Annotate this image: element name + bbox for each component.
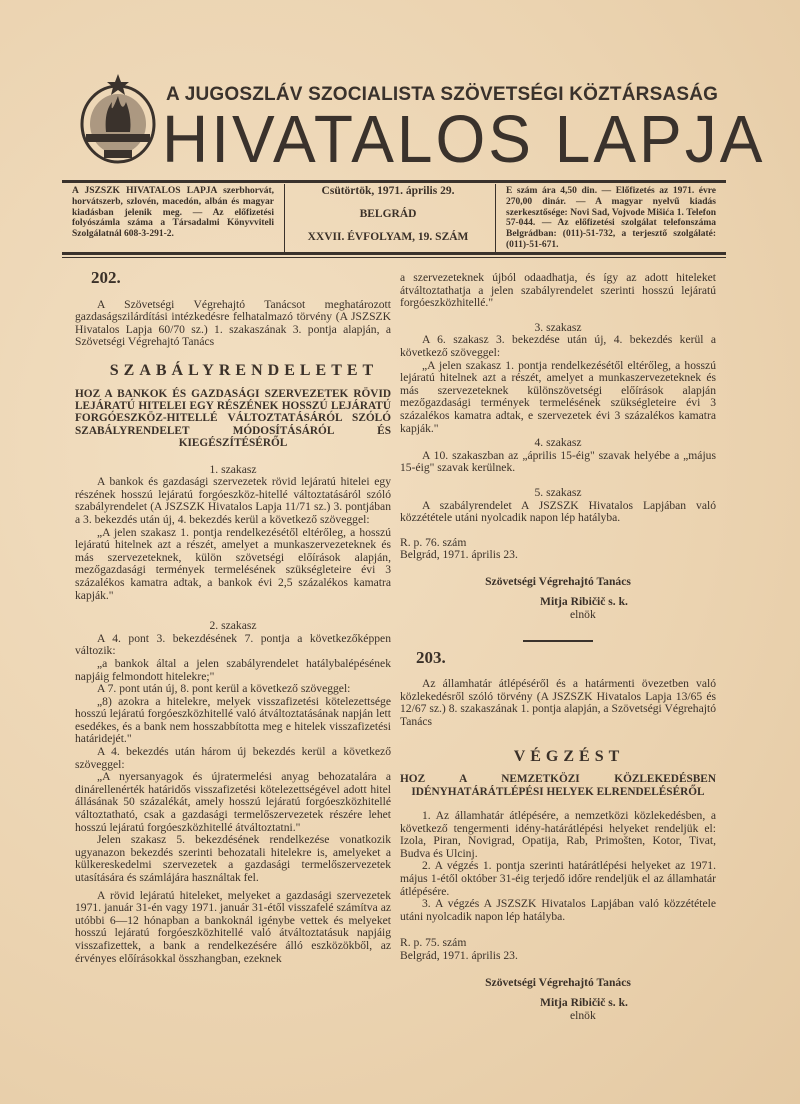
right-column <box>400 272 716 1022</box>
paragraph: „8) azokra a hitelekre, melyek visszafizetési kötelezettsége hosszú lejáratú forgóeszközhitellé való átváltoztatásának napján lett esedékes, és a bank nem hosszabbította meg e hitelek visszafizetési határidejét." <box>75 694 391 746</box>
left-column <box>75 268 391 965</box>
place-date: Belgrád, 1971. április 23. <box>400 548 518 562</box>
document-type: VÉGZÉST <box>513 747 625 765</box>
paragraph: A szabályrendelet A JSZSZK Hivatalos Lapjában való közzététele utáni nyolcadik napon lép hatályba. <box>400 498 716 525</box>
signing-body: Szövetségi Végrehajtó Tanács <box>485 975 631 989</box>
signer-name: Mitja Ribičič s. k. <box>540 996 628 1010</box>
signer-title: elnök <box>570 608 596 622</box>
paragraph: „A nyersanyagok és újratermelési anyag behozatalára a dinárellenérték határidős visszafizetési kötelezettségével adott hitel állásának 50 százalékát, amely hosszú lejáratú forgóeszközhitellé változtatható, csak a gazdasági termelőszervezetek részére lehet hosszú lejáratú forgóeszközhitellé átváltoztatni." <box>75 770 391 834</box>
signer-title: elnök <box>570 1008 596 1022</box>
subscription-info: E szám ára 4,50 din. — Előfizetés az 1971. évre 270,00 dinár. — A magyar nyelvű kiadás szerkesztősége: Novi Sad, Vojvode Mišića 1. Telefon 57-044. — Az előfizetési szolgálat telefonszáma Belgrádban: (011)-51-732, a terjesztő szolgálaté: (011)-51-671. <box>506 186 716 250</box>
paragraph: „A jelen szakasz 1. pontja rendelkezésétől eltérőleg, a hosszú lejáratú hitelnek azt a részét, amelyet a munkaszervezeteknek és más szervezeteknek különszövetségi előírások alapján mezőgazdasági termények termelésének szükségleteire évi 3 százalékos kamatra adtak, e szervezetek évi 3 százalékos kamatra kapják." <box>400 358 716 435</box>
paragraph: A rövid lejáratú hiteleket, melyeket a gazdasági szervezetek 1971. január 31-én vagy 1971. január 31-étől visszafelé számítva az utóbbi 6—12 hónapban a bankoknál igénybe vettek és melyeket hosszú lejáratú forgóeszközhitellé való átváltoztatásuk napjáig visszafizettek, a bank a rendelkezésére álló eszközökből, az érvényes előírásokkal összhangban, ezeknek <box>75 888 391 965</box>
paragraph: A 7. pont után új, 8. pont kerül a következő szöveggel: <box>97 682 351 696</box>
masthead-title: HIVATALOS LAPJA <box>162 100 766 177</box>
section-title: 2. szakasz <box>209 619 257 633</box>
publication-info: A JSZSZK HIVATALOS LAPJA szerbhorvát, horvátszerb, szlovén, macedón, albán és magyar kiadásban jelenik meg. — Az előfizetési folyószámla száma a Társadalmi Könyvviteli Szolgálatnál 608-3-291-2. <box>72 186 274 240</box>
divider <box>62 180 726 183</box>
document-subtitle: HOZ A BANKOK ÉS GAZDASÁGI SZERVEZETEK RÖVID LEJÁRATÚ HITELEI EGY RÉSZÉNEK HOSSZÚ LEJÁRATÚ FORGÓESZKÖZ-HITELLÉ VÁLTOZTATÁSÁRÓL SZÓLÓ SZABÁLYRENDELET MÓDOSÍTÁSÁRÓL ÉS KIEGÉSZÍTÉSÉRŐL <box>75 387 391 450</box>
paragraph: Jelen szakasz 5. bekezdésének rendelkezése vonatkozik ugyanazon bekezdés szerinti behozatali hitelekre is, amelyeket a külkereskedelmi szervezetek a gazdasági termelőszervezetek utasítására és számlájára használtak fel. <box>75 833 391 884</box>
section-title: 5. szakasz <box>534 485 582 499</box>
preamble: Az államhatár átlépéséről és a határmenti övezetben való közlekedésről szóló törvény (A JSZSZK Hivatalos Lapja 13/65 és 12/67 sz.) 8. szakaszának 1. pontja alapján, a Szövetségi Végrehajtó Tanács <box>400 677 716 729</box>
paragraph: 1. Az államhatár átlépésére, a nemzetközi közlekedésben, a következő tengermenti idény-határátlépési helyeket rendeljük el: Izola, Piran, Novigrad, Opatija, Rab, Primošten, Kotor, Tivat, Budva és Ulcinj. <box>400 809 716 860</box>
section-title: 3. szakasz <box>534 320 582 334</box>
issue-info <box>292 186 484 254</box>
document-subtitle: HOZ A NEMZETKÖZI KÖZLEKEDÉSBEN IDÉNYHATÁRÁTLÉPÉSI HELYEK ELRENDELÉSÉRŐL <box>400 773 716 798</box>
paragraph: a szervezeteknek újból odaadhatja, és így az adott hiteleket átváltoztathatja a jelen szabályrendelet szerinti hosszú lejáratú forgóeszközhitellé." <box>400 271 716 310</box>
signing-body: Szövetségi Végrehajtó Tanács <box>485 574 631 588</box>
issue-date: Csütörtök, 1971. április 29. <box>321 185 455 197</box>
document-number: 203. <box>416 647 446 667</box>
place-date: Belgrád, 1971. április 23. <box>400 948 518 962</box>
preamble: A Szövetségi Végrehajtó Tanácsot meghatározott gazdaságszilárdítási intézkedésre felhatalmazó törvény (A JSZSZK Hivatalos Lapja 60/70 sz.) 1. szakaszának 3. pontja alapján, a Szövetségi Végrehajtó Tanács <box>75 297 391 349</box>
divider <box>284 184 285 252</box>
paragraph: A 10. szakaszban az „április 15-éig" szavak helyébe a „május 15-éig" szavak kerülnek. <box>400 448 716 475</box>
reference-number: R. p. 76. szám <box>400 535 467 549</box>
paragraph: A 6. szakasz 3. bekezdése után új, 4. bekezdés kerül a következő szöveggel: <box>400 333 716 359</box>
divider <box>62 257 726 258</box>
reference-number: R. p. 75. szám <box>400 936 467 950</box>
paragraph: „A jelen szakasz 1. pontja rendelkezésétől eltérőleg, a hosszú lejáratú hitelnek azt a részét, amelyet a munkaszervezeteknek és más szervezeteknek, külön szövetségi előírások alapján, mezőgazdasági termények termelésének szükségleteire évi 3 százalékos kamatra adtak, a bankok évi 2,5 százalékos kamatra kapják." <box>75 525 391 602</box>
signer-name: Mitja Ribičič s. k. <box>540 595 628 609</box>
paragraph: A 4. bekezdés után három új bekezdés kerül a következő szöveggel: <box>75 745 391 771</box>
paragraph: 3. A végzés A JSZSZK Hivatalos Lapjában való közzététele utáni nyolcadik napon lép hatályba. <box>400 897 716 923</box>
paragraph: A 4. pont 3. bekezdésének 7. pontja a következőképpen változik: <box>75 631 391 658</box>
paragraph: 2. A végzés 1. pontja szerinti határátlépési helyeket az 1971. május 1-étől október 31-éig terjedő időre rendeljük el az államhatár átlépésére. <box>400 859 716 898</box>
yugoslav-emblem <box>76 72 160 168</box>
issue-city: BELGRÁD <box>359 207 417 220</box>
paragraph: „a bankok által a jelen szabályrendelet hatálybalépésének napjáig felmondott hitelekre;" <box>75 656 391 683</box>
divider <box>495 184 496 252</box>
issue-number: XXVII. ÉVFOLYAM, 19. SZÁM <box>307 230 469 243</box>
document-number: 202. <box>91 268 121 287</box>
section-title: 1. szakasz <box>209 462 257 476</box>
divider <box>523 640 593 642</box>
paragraph: A bankok és gazdasági szervezetek rövid lejáratú hitelei egy részének hosszú lejáratú forgóeszköz-hitellé változtatásáról szóló szabályrendelet (A JSZSZK Hivatalos Lapja 11/71 sz.) 3. pontjában a 3. bekezdés után új, 4. bekezdés kerül a következő szöveggel: <box>75 475 391 526</box>
masthead-supertitle: A JUGOSZLÁV SZOCIALISTA SZÖVETSÉGI KÖZTÁRSASÁG <box>166 84 719 105</box>
divider <box>62 252 726 255</box>
document-type: SZABÁLYRENDELETET <box>109 361 379 379</box>
section-title: 4. szakasz <box>534 436 582 450</box>
